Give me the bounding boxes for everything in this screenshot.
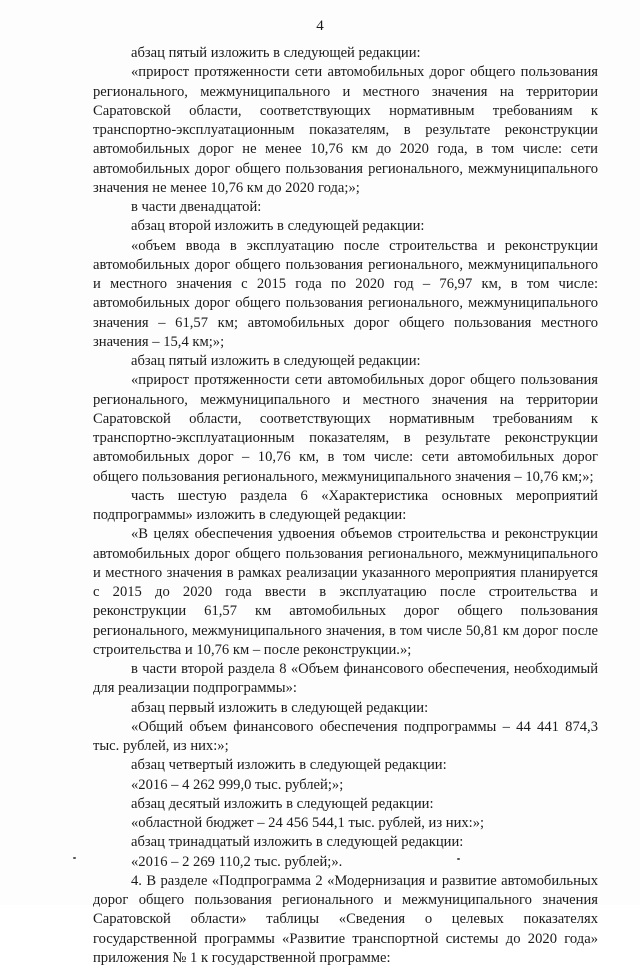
paragraph: абзац пятый изложить в следующей редакции: [131, 45, 421, 61]
paragraph: «прирост протяженности сети автомобильных дорог общего пользования регионального, межмуниципального и местного значения на территории Саратовской области, соответствующих нормативным требованиям к транспортно-эксплуатационным показателям, в результате реконструкции автомобильных дорог не менее 10,76 км до 2020 года, в том числе: сети автомобильных дорог общего пользования регионального, межмуниципального значения не менее 10,76 км до 2020 года;»; [93, 64, 598, 196]
paragraph: 4. В разделе «Подпрограмма 2 «Модернизация и развитие автомобильных дорог общего пользования регионального и межмуниципального значения Саратовской области» таблицы «Сведения о целевых показателях государственной программы «Развитие транспортной системы до 2020 года» приложения № 1 к государственной программе: [93, 872, 598, 966]
scan-artifact [73, 857, 76, 859]
page-number: 4 [316, 18, 324, 34]
paragraph: абзац тринадцатый изложить в следующей редакции: [131, 834, 464, 851]
paragraph: абзац второй изложить в следующей редакции: [131, 218, 425, 235]
paragraph: «объем ввода в эксплуатацию после строительства и реконструкции автомобильных дорог общего пользования регионального, межмуниципального и местного значения с 2015 года по 2020 год – 76,97 км, в том числе: автомобильных дорог общего пользования регионального, межмуниципального значения – 61,57 км; автомобильных дорог общего пользования местного значения – 15,4 км;»; [93, 237, 598, 350]
paragraph: «В целях обеспечения удвоения объемов строительства и реконструкции автомобильных дорог общего пользования регионального, межмуниципального и местного значения в рамках реализации указанного мероприятия планируется с 2015 до 2020 года ввести в эксплуатацию после строительства и реконструкции 61,57 км автомобильных дорог общего пользования регионального, межмуниципального значения, в том числе 50,81 км дорог после строительства и 10,76 км – после реконструкции.»; [93, 526, 598, 658]
paragraph: абзац десятый изложить в следующей редакции: [131, 795, 434, 812]
paragraph: в части двенадцатой: [131, 199, 262, 215]
paragraph: абзац четвертый изложить в следующей редакции: [131, 757, 447, 774]
paragraph: «областной бюджет – 24 456 544,1 тыс. рублей, из них:»; [131, 815, 485, 831]
document-body [93, 44, 598, 968]
paragraph: абзац первый изложить в следующей редакции: [131, 699, 429, 716]
paragraph: часть шестую раздела 6 «Характеристика основных мероприятий подпрограммы» изложить в следующей редакции: [93, 487, 598, 523]
paragraph: абзац пятый изложить в следующей редакции: [131, 353, 421, 369]
scan-artifact [457, 858, 460, 860]
paragraph: в части второй раздела 8 «Объем финансового обеспечения, необходимый для реализации подпрограммы»: [93, 661, 598, 697]
paragraph: «прирост протяженности сети автомобильных дорог общего пользования регионального, межмуниципального и местного значения на территории Саратовской области, соответствующих нормативным требованиям к транспортно-эксплуатационным показателям, в результате реконструкции автомобильных дорог – 10,76 км, в том числе: сети автомобильных дорог общего пользования регионального, межмуниципального значения – 10,76 км;»; [93, 372, 598, 485]
paragraph: «2016 – 4 262 999,0 тыс. рублей;»; [131, 776, 344, 793]
paragraph: «2016 – 2 269 110,2 тыс. рублей;». [131, 853, 343, 870]
paragraph: «Общий объем финансового обеспечения подпрограммы – 44 441 874,3 тыс. рублей, из них:»; [93, 718, 598, 754]
